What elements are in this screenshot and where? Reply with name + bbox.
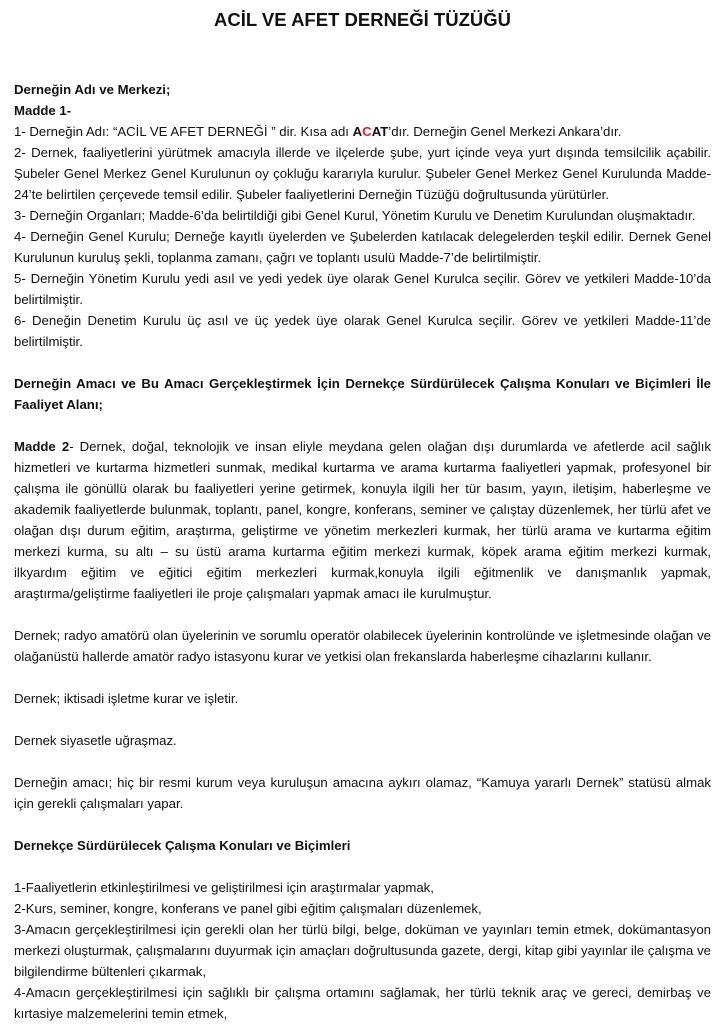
section-work-topics xyxy=(14,835,711,1024)
article-1-label: Madde 1- xyxy=(14,103,72,118)
section-name-and-headquarters xyxy=(14,79,711,352)
spacer xyxy=(14,604,711,625)
paragraph-politics: Dernek siyasetle uğraşmaz. xyxy=(14,733,177,748)
item-text: ’dır. Derneğin Genel Merkezi Ankara’dır. xyxy=(388,124,622,139)
document-title: ACİL VE AFET DERNEĞİ TÜZÜĞÜ xyxy=(213,9,512,30)
list-item: 2-Kurs, seminer, kongre, konferans ve panel gibi eğitim çalışmaları düzenlemek, xyxy=(14,901,482,916)
document-page xyxy=(14,0,711,1024)
spacer xyxy=(14,814,711,835)
spacer xyxy=(14,32,711,79)
list-item: 1-Faaliyetlerin etkinleştirilmesi ve geliştirilmesi için araştırmalar yapmak, xyxy=(14,880,434,895)
article-1-item-4: 4- Derneğin Genel Kurulu; Derneğe kayıtlı üyelerden ve Şubelerden katılacak delegelerden teşkil edilir. Dernek Genel Kurulunun kuruluş şekli, toplanma zamanı, çağrı ve toplantı usulü Madde-7’de belirtilmiştir. xyxy=(14,229,711,265)
spacer xyxy=(14,667,711,688)
abbr-letters: AT xyxy=(371,124,389,139)
abbr-letter-red: C xyxy=(362,124,372,139)
section-heading: Dernekçe Sürdürülecek Çalışma Konuları ve Biçimleri xyxy=(14,838,351,853)
article-1-item-1 xyxy=(14,121,711,142)
section-heading: Derneğin Amacı ve Bu Amacı Gerçekleştirmek İçin Dernekçe Sürdürülecek Çalışma Konuları ve Biçimleri İle Faaliyet Alanı; xyxy=(14,376,711,412)
paragraph-purpose: Derneğin amacı; hiç bir resmi kurum veya kuruluşun amacına aykırı olamaz, “Kamuya yararlı Dernek” statüsü almak için gerekli çalışmaları yapar. xyxy=(14,775,711,811)
item-text: 1- Derneğin Adı: “ACİL VE AFET DERNEĞİ ” dir. Kısa adı xyxy=(14,124,353,139)
spacer xyxy=(14,352,711,373)
spacer xyxy=(14,415,711,436)
spacer xyxy=(14,751,711,772)
spacer xyxy=(14,856,711,877)
article-2-label: Madde 2 xyxy=(14,439,70,454)
section-heading: Derneğin Adı ve Merkezi; xyxy=(14,82,171,97)
article-2-paragraph xyxy=(14,436,711,604)
article-1-item-5: 5- Derneğin Yönetim Kurulu yedi asıl ve yedi yedek üye olarak Genel Kurulca seçilir. Görev ve yetkileri Madde-10’da belirtilmiştir. xyxy=(14,271,711,307)
paragraph-business: Dernek; iktisadi işletme kurar ve işletir. xyxy=(14,691,239,706)
list-item: 3-Amacın gerçekleştirilmesi için gerekli olan her türlü bilgi, belge, doküman ve yayınları temin etmek, dokümantasyon merkezi oluşturmak, çalışmalarını duyurmak için amaçları doğrultusunda gazete, dergi, kitap gibi yayınlar ile çalışma ve bilgilendirme bültenleri çıkarmak, xyxy=(14,922,711,979)
article-2-text: - Dernek, doğal, teknolojik ve insan eliyle meydana gelen olağan dışı durumlarda ve afetlerde acil sağlık hizmetleri ve kurtarma hizmetleri sunmak, medikal kurtarma ve arama kurtarma faaliyetleri yapmak, profesyonel bir çalışma ile gönüllü olarak bu faaliyetleri yerine getirmek, konuyla ilgili her tür basım, yayın, iletişim, haberleşme ve akademik faaliyetlerde bulunmak, toplantı, panel, kongre, konferans, seminer ve çalıştay düzenlemek, her türlü afet ve olağan dışı durum eğitim, araştırma, geliştirme ve yönetim merkezleri kurmak, her türlü arama ve kurtarma eğitim merkezi kurma, su altı – su üstü arama kurtarma eğitim merkezi kurmak, köpek arama eğitim merkezi kurmak, ilkyardım eğitim ve eğitici eğitim merkezleri kurmak,konuyla ilgili eğitmenlik ve danışmanlık yapmak, araştırma/geliştirme faaliyetleri ile proje çalışmaları yapmak amacı ile kurulmuştur. xyxy=(14,439,711,601)
paragraph-radio: Dernek; radyo amatörü olan üyelerinin ve sorumlu operatör olabilecek üyelerinin kontrolünde ve işletmesinde olağan ve olağanüstü hallerde amatör radyo istasyonu kurar ve yetkisi olan frekanslarda haberleşme cihazlarını kullanır. xyxy=(14,628,711,664)
abbr-letter: A xyxy=(352,124,363,139)
section-purpose xyxy=(14,373,711,814)
article-1-item-2: 2- Dernek, faaliyetlerini yürütmek amacıyla illerde ve ilçelerde şube, yurt içinde veya yurt dışında temsilcilik açabilir. Şubeler Genel Merkez Genel Kurulunun oy çokluğu kararıyla kurulur. Şubeler Genel Merkez Genel Kurulunda Madde-24’te belirtilen çerçevede temsil edilir. Şubeler faaliyetlerini Derneğin Tüzüğü doğrultusunda yürütürler. xyxy=(14,145,711,202)
article-1-item-3: 3- Derneğin Organları; Madde-6’da belirtildiği gibi Genel Kurul, Yönetim Kurulu ve Denetim Kurulundan oluşmaktadır. xyxy=(14,208,696,223)
list-item: 4-Amacın gerçekleştirilmesi için sağlıklı bir çalışma ortamını sağlamak, her türlü teknik araç ve gereci, demirbaş ve kırtasiye malzemelerini temin etmek, xyxy=(14,985,711,1021)
spacer xyxy=(14,709,711,730)
article-1-item-6: 6- Deneğin Denetim Kurulu üç asıl ve üç yedek üye olarak Genel Kurulca seçilir. Görev ve yetkileri Madde-11’de belirtilmiştir. xyxy=(14,313,711,349)
